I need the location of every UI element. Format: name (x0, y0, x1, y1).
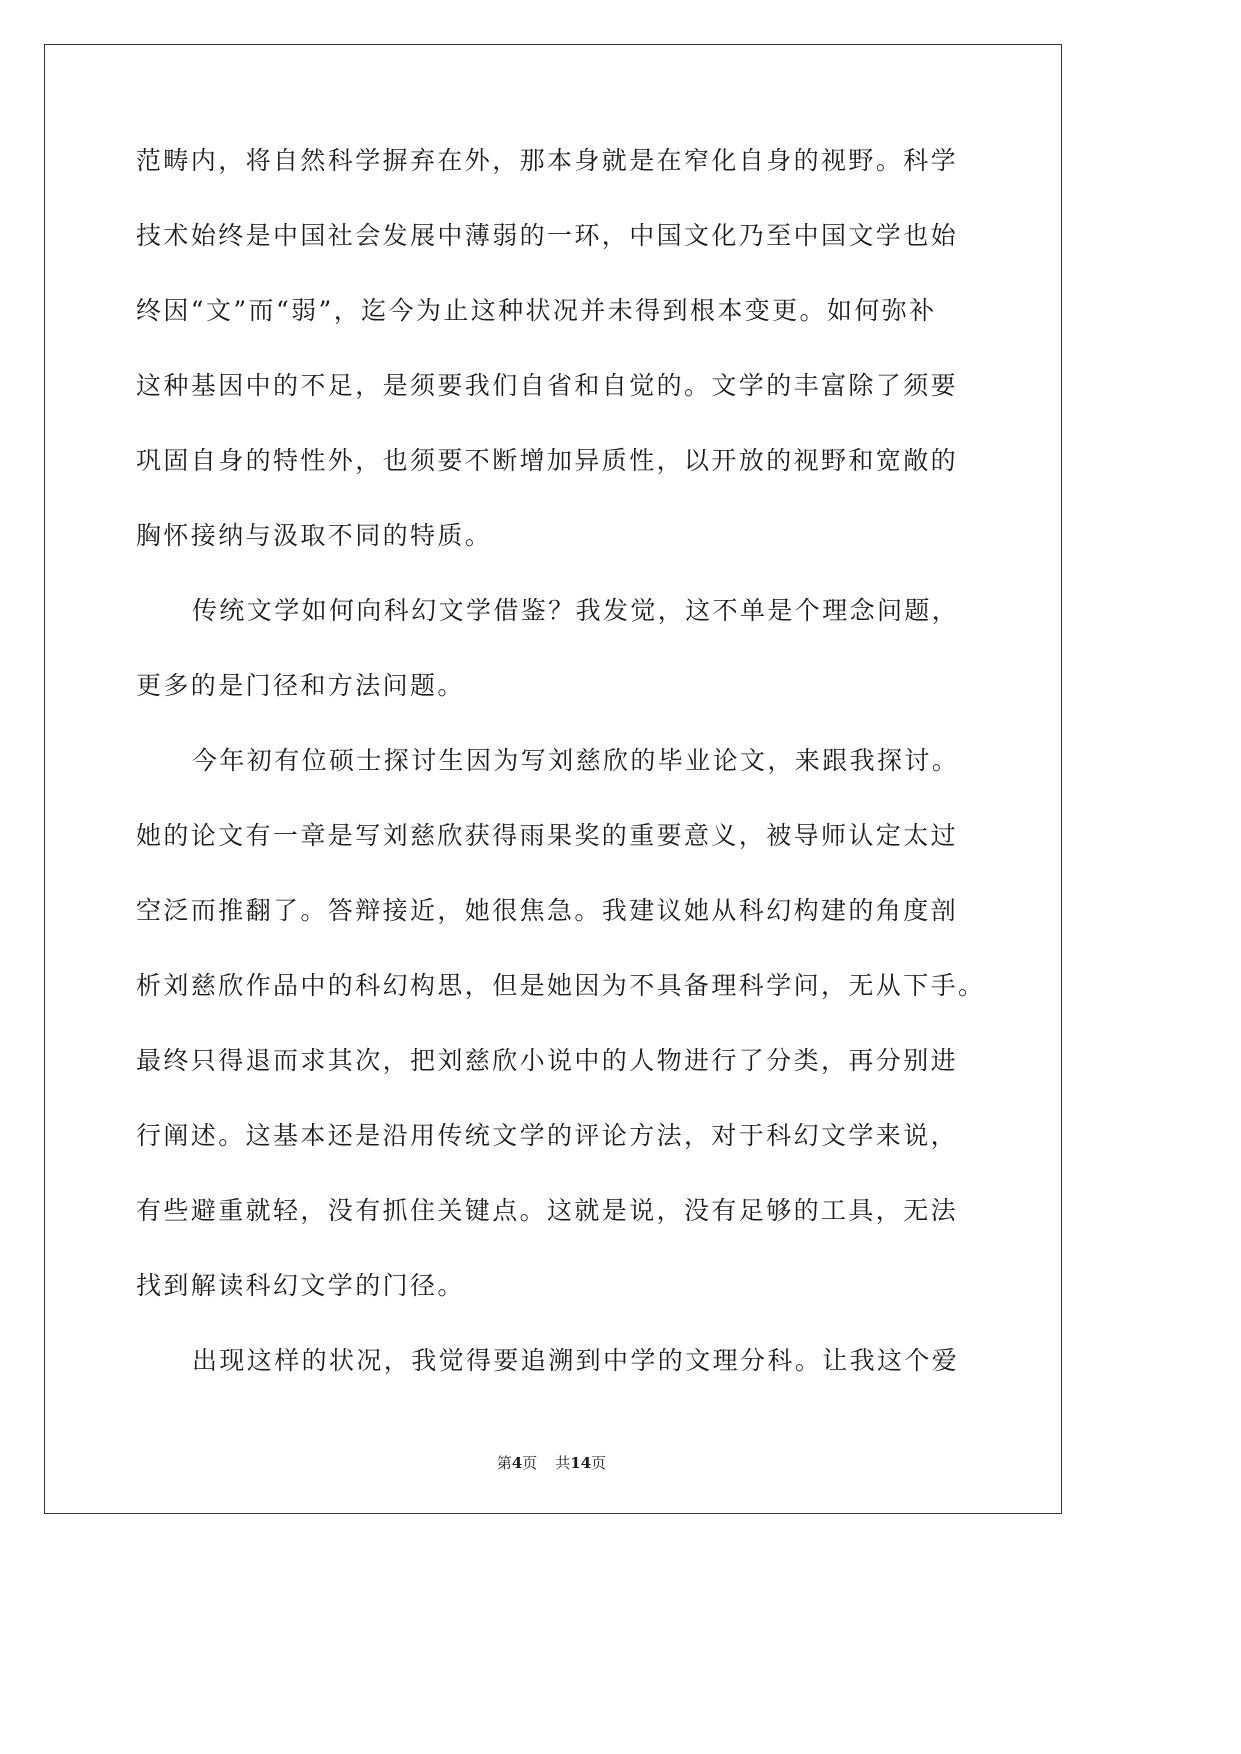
text-line-indented: 今年初有位硕士探讨生因为写刘慈欣的毕业论文，来跟我探讨。 (192, 746, 960, 775)
page-number: 4 (511, 1454, 523, 1472)
page-suffix: 页 (522, 1454, 538, 1472)
page-prefix: 第 (496, 1454, 512, 1472)
text-line: 有些避重就轻，没有抓住关键点。这就是说，没有足够的工具，无法 (136, 1196, 959, 1225)
text-line: 巩固自身的特性外，也须要不断增加异质性，以开放的视野和宽敞的 (136, 446, 959, 475)
text-line: 最终只得退而求其次，把刘慈欣小说中的人物进行了分类，再分别进 (136, 1046, 959, 1075)
text-line-indented: 传统文学如何向科幻文学借鉴？我发觉，这不单是个理念问题， (192, 596, 960, 625)
text-line: 她的论文有一章是写刘慈欣获得雨果奖的重要意义，被导师认定太过 (136, 821, 959, 850)
text-line: 胸怀接纳与汲取不同的特质。 (136, 521, 493, 550)
text-line-indented: 出现这样的状况，我觉得要追溯到中学的文理分科。让我这个爱 (192, 1346, 960, 1375)
text-line: 找到解读科幻文学的门径。 (136, 1271, 465, 1300)
total-suffix: 页 (591, 1454, 607, 1472)
page-footer (0, 1453, 1103, 1473)
total-prefix: 共 (555, 1454, 571, 1472)
text-line: 范畴内，将自然科学摒弃在外，那本身就是在窄化自身的视野。科学 (136, 146, 959, 175)
total-pages: 14 (570, 1454, 592, 1472)
text-line: 这种基因中的不足，是须要我们自省和自觉的。文学的丰富除了须要 (136, 371, 959, 400)
text-line: 技术始终是中国社会发展中薄弱的一环，中国文化乃至中国文学也始 (136, 221, 959, 250)
text-line: 析刘慈欣作品中的科幻构思，但是她因为不具备理科学问，无从下手。 (136, 971, 986, 1000)
text-line: 终因“文”而“弱”，迄今为止这种状况并未得到根本变更。如何弥补 (136, 296, 937, 325)
text-line: 行阐述。这基本还是沿用传统文学的评论方法，对于科幻文学来说， (136, 1121, 959, 1150)
text-line: 空泛而推翻了。答辩接近，她很焦急。我建议她从科幻构建的角度剖 (136, 896, 959, 925)
text-line: 更多的是门径和方法问题。 (136, 671, 465, 700)
